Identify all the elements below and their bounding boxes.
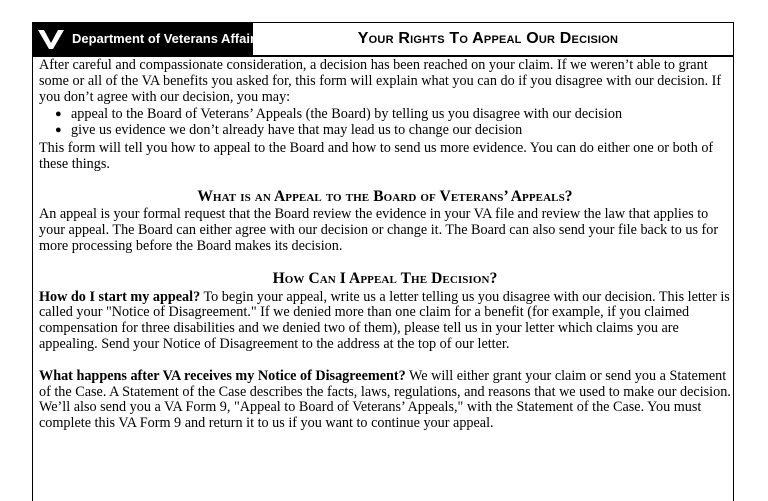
intro-closing: This form will tell you how to appeal to the Board and how to send us more evidence. You can do either one or both of these things. [39, 139, 714, 172]
agency-name: Department of Veterans Affairs [72, 31, 263, 46]
section-heading-how-to-appeal: How Can I Appeal The Decision? [272, 269, 498, 287]
options-list [39, 107, 731, 139]
start-appeal-paragraph [39, 290, 731, 353]
form-header [33, 23, 733, 57]
page-title: Your Rights To Appeal Our Decision [357, 30, 619, 47]
answer-after-notice: We will either grant your claim or send you a Statement of the Case. A Statement of the Case describes the facts, laws, regulations, and reasons that we used to make our decision. We’ll also send you a VA Form 9, "Appeal to Board of Veterans’ Appeals," with the Statement of the Case. You must complete this VA Form 9 and return it to us if you want to continue your appeal. [39, 367, 731, 432]
answer-start-appeal: To begin your appeal, write us a letter telling us you disagree with our decision. This letter is called your "Notice of Disagreement." If we denied more than one claim for a benefit (for example, if you claimed compensation for three disabilities and we denied two of them), please tell us in your letter which claims you are appealing. Send your Notice of Disagreement to the address at the top of our letter. [39, 288, 730, 352]
question-after-notice: What happens after VA receives my Notice of Disagreement? [39, 367, 406, 384]
after-notice-paragraph [39, 369, 731, 432]
agency-banner [33, 23, 263, 55]
list-item: ● appeal to the Board of Veterans’ Appeals (the Board) by telling us you disagree with our decision [71, 107, 731, 123]
intro-paragraph: After careful and compassionate consideration, a decision has been reached on your claim. If we weren’t able to grant some or all of the VA benefits you asked for, this form will explain what you can do if you disagree with our decision. If you don’t agree with our decision, you may: [39, 57, 722, 105]
question-start-appeal: How do I start my appeal? [39, 288, 201, 305]
section-heading-appeal: What is an Appeal to the Board of Veterans’ Appeals? [197, 187, 573, 205]
form-body [39, 58, 731, 432]
list-item: ● give us evidence we don’t already have that may lead us to change our decision [71, 123, 731, 139]
va-seal-icon [36, 27, 66, 51]
spacer [39, 353, 731, 369]
document-page [32, 22, 734, 501]
appeal-definition-paragraph: An appeal is your formal request that the Board review the evidence in your VA file and review the law that applies to your appeal. The Board can either agree with our decision or change it. The Board can also send your file back to us for more processing before the Board makes its decision. [39, 206, 719, 254]
